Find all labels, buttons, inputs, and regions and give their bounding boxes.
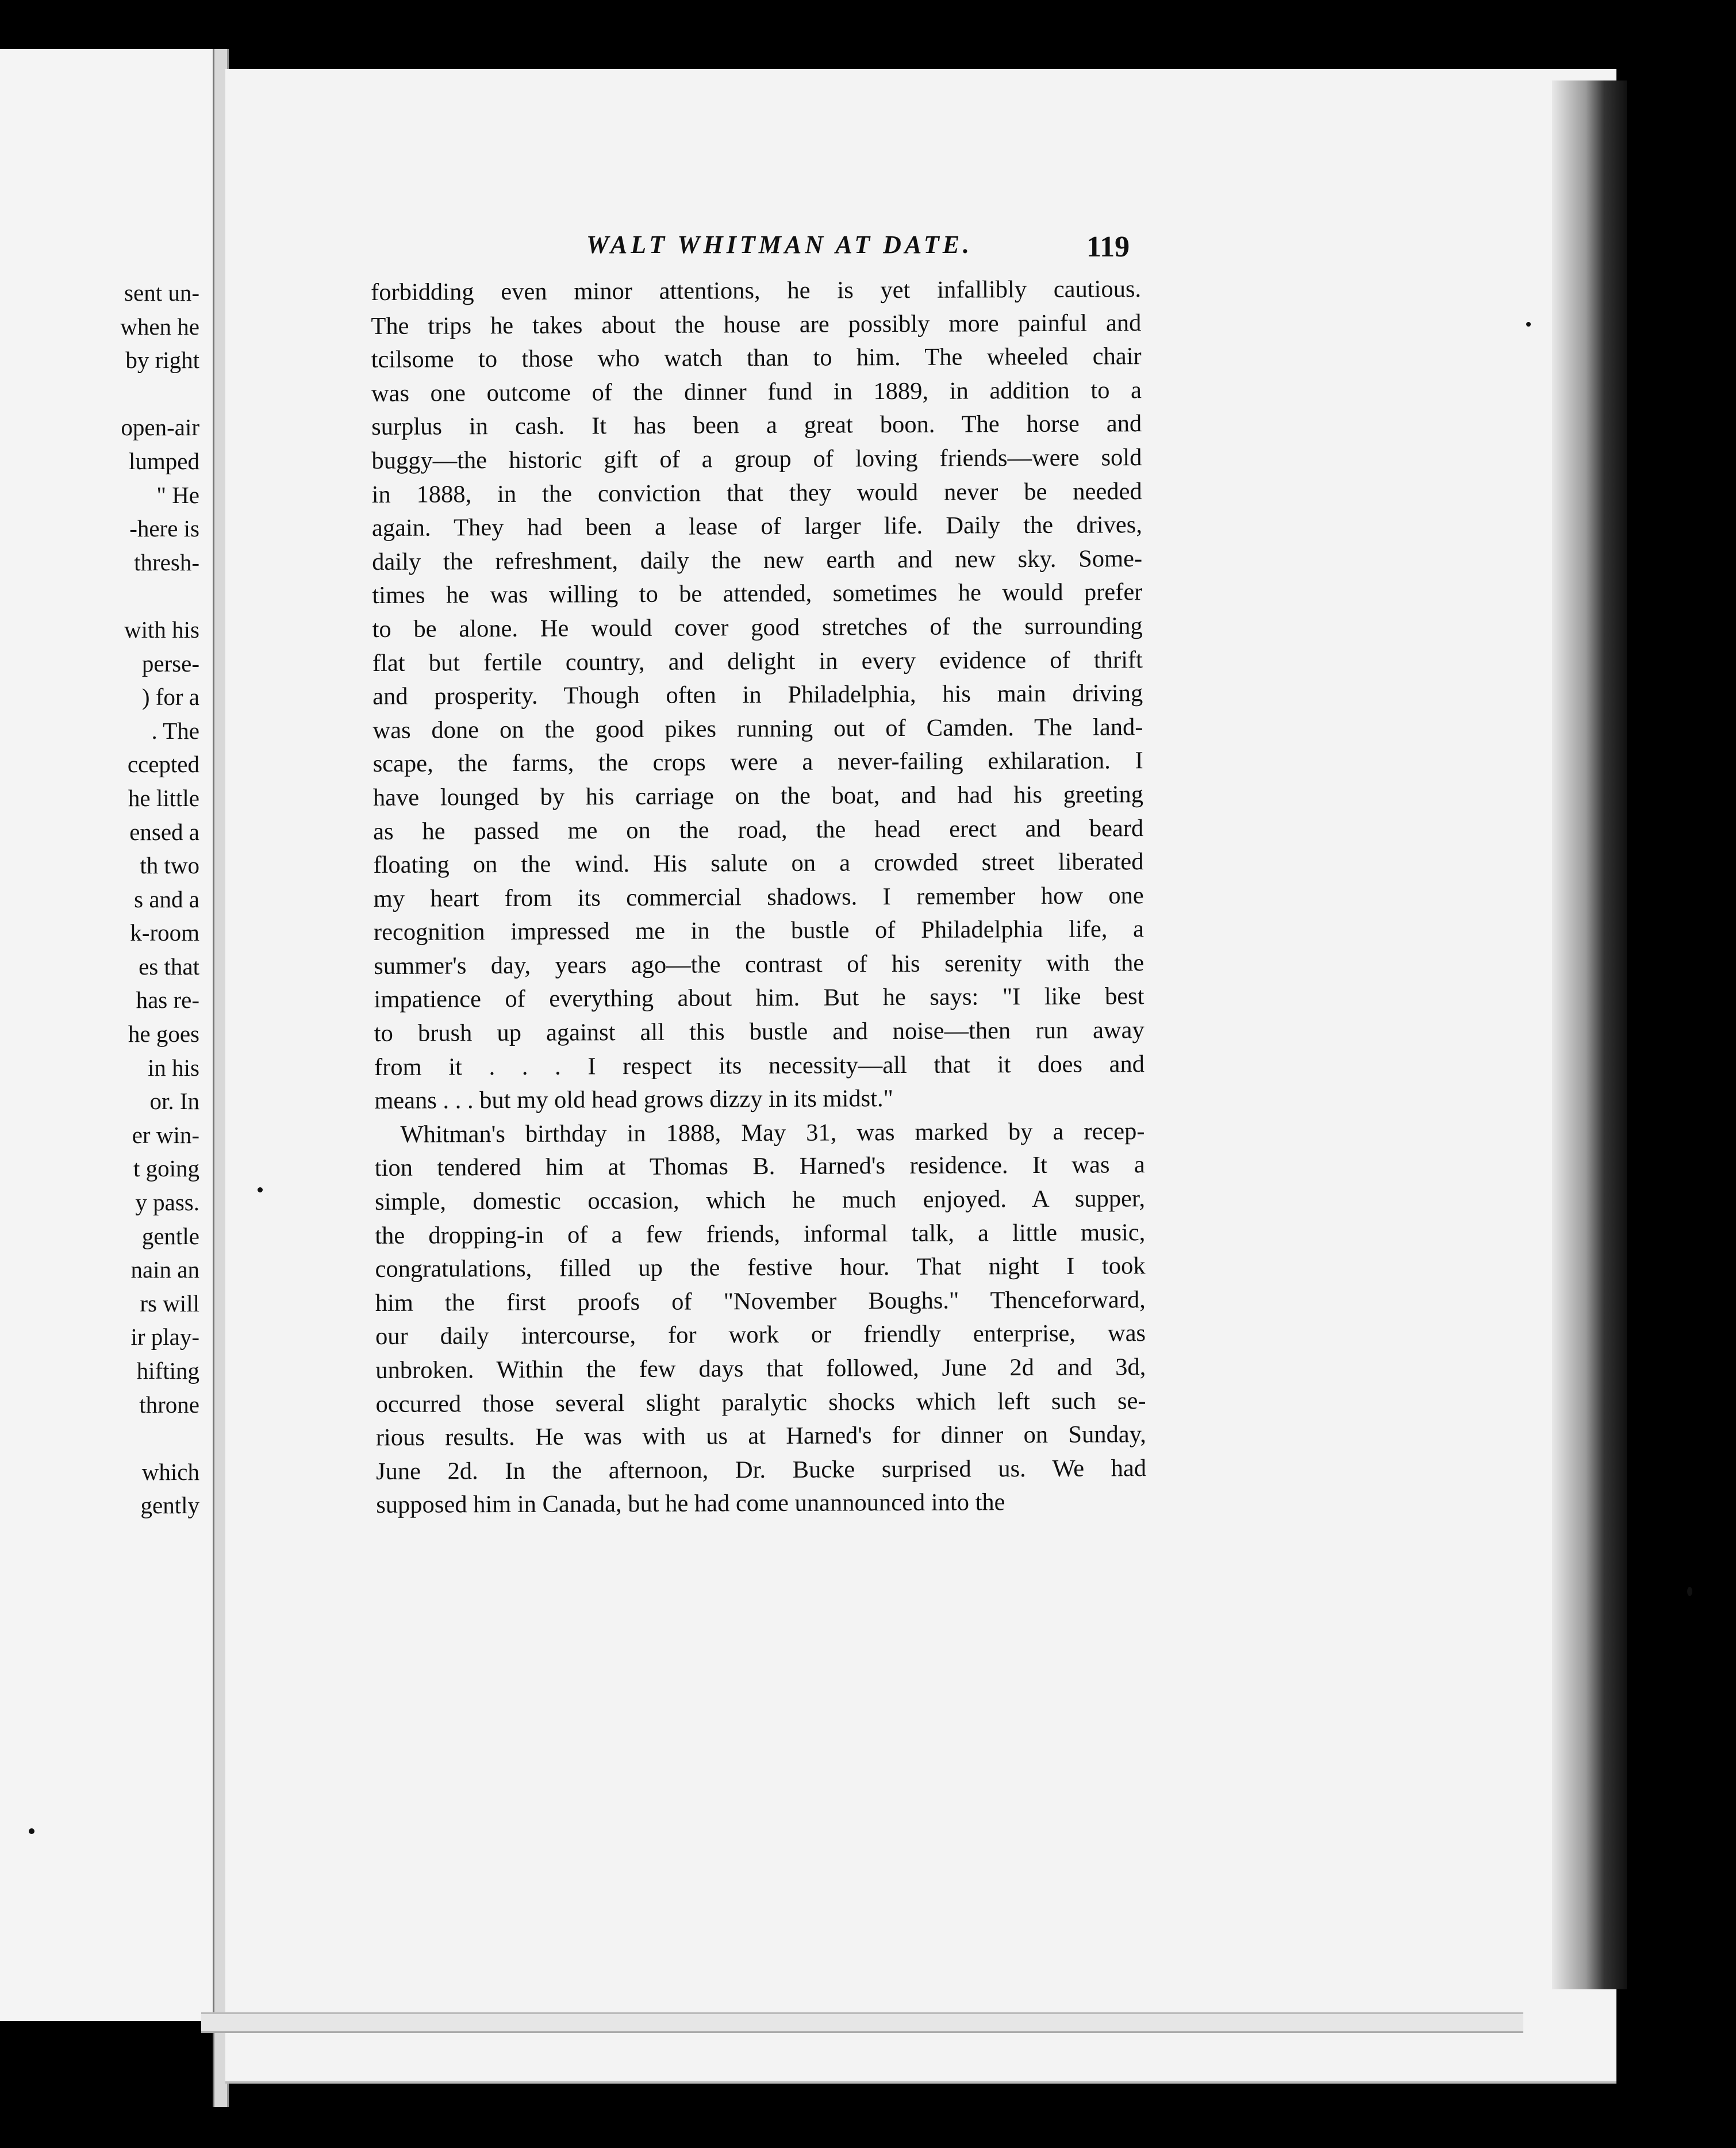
text-line: impatience of everything about him. But he says: "I like best (374, 983, 1144, 1014)
text-line: was done on the good pikes running out of Camden. The land- (372, 713, 1143, 744)
left-text-fragment: lumped (129, 447, 199, 474)
scan-speck (1526, 322, 1531, 327)
text-line: to brush up against all this bustle and noise—then run away (374, 1017, 1144, 1048)
text-line: him the first proofs of "November Boughs." Thenceforward, (375, 1286, 1146, 1317)
left-text-fragment (1, 1421, 199, 1455)
text-line: tion tendered him at Thomas B. Harned's residence. It was a (374, 1151, 1145, 1182)
text-line: in 1888, in the conviction that they would never be needed (371, 477, 1142, 508)
text-line: again. They had been a lease of larger life. Daily the drives, (371, 511, 1143, 542)
left-text-fragment: which (141, 1458, 199, 1485)
text-line: and prosperity. Though often in Philadelphia, his main driving (372, 680, 1143, 711)
text-line: forbidding even minor attentions, he is yet infallibly cautious. (371, 275, 1142, 306)
left-text-fragment: throne (139, 1391, 199, 1418)
scan-speck (258, 1187, 263, 1192)
left-text-fragment (1, 377, 199, 411)
text-line: rious results. He was with us at Harned's for dinner on Sunday, (375, 1421, 1146, 1452)
text-line: Whitman's birthday in 1888, May 31, was marked by a recep- (400, 1117, 1145, 1148)
text-line: summer's day, years ago—the contrast of his serenity with the (374, 949, 1144, 980)
left-text-fragment: ) for a (141, 684, 199, 711)
text-line: daily the refreshment, daily the new earth and new sky. Some- (372, 544, 1143, 576)
text-line: recognition impressed me in the bustle of Philadelphia life, a (373, 915, 1144, 946)
left-text-fragment: es that (139, 953, 199, 980)
text-line: scape, the farms, the crops were a never-failing exhilaration. I (372, 747, 1143, 778)
left-text-fragment: t going (133, 1155, 199, 1182)
left-text-fragment: ir play- (130, 1324, 199, 1351)
page-fore-edge (1552, 80, 1627, 1989)
left-text-fragment: in his (148, 1054, 199, 1081)
left-text-fragment: " He (156, 481, 199, 508)
text-line: to be alone. He would cover good stretches of the surrounding (372, 612, 1143, 643)
left-text-fragment: . The (151, 717, 199, 744)
text-line: occurred those several slight paralytic shocks which left such se- (375, 1387, 1146, 1418)
scan-speck (1687, 1587, 1692, 1596)
text-line: means . . . but my old head grows dizzy in its midst." (374, 1085, 894, 1115)
left-page-text-fragments (1, 276, 199, 1522)
left-text-fragment: k-room (130, 919, 199, 946)
left-text-fragment (1, 579, 199, 613)
text-line: surplus in cash. It has been a great boon. The horse and (371, 410, 1142, 441)
left-text-fragment: ccepted (127, 751, 199, 778)
left-text-fragment: th two (140, 852, 199, 879)
text-line: have lounged by his carriage on the boat, and had his greeting (372, 781, 1144, 811)
text-line: the dropping-in of a few friends, informal talk, a little music, (375, 1218, 1146, 1249)
text-line: flat but fertile country, and delight in every evidence of thrift (372, 646, 1143, 677)
left-text-fragment: hifting (136, 1357, 199, 1384)
text-line: my heart from its commercial shadows. I remember how one (373, 881, 1144, 912)
text-line: unbroken. Within the few days that followed, June 2d and 3d, (375, 1353, 1146, 1384)
left-facing-page (0, 49, 216, 2021)
left-text-fragment: he little (128, 784, 199, 811)
left-text-fragment: thresh- (134, 548, 199, 576)
text-line: The trips he takes about the house are possibly more painful and (371, 309, 1142, 340)
text-line: supposed him in Canada, but he had come unannounced into the (376, 1489, 1005, 1519)
left-text-fragment: nain an (130, 1256, 199, 1283)
text-line: floating on the wind. His salute on a crowded street liberated (373, 848, 1144, 879)
page-bottom-edge (201, 2012, 1523, 2033)
left-text-fragment: open-air (121, 414, 199, 441)
text-line: was one outcome of the dinner fund in 1889, in addition to a (371, 376, 1142, 407)
left-text-fragment: when he (120, 313, 199, 340)
text-line: June 2d. In the afternoon, Dr. Bucke surprised us. We had (375, 1454, 1147, 1485)
left-text-fragment: or. In (149, 1088, 199, 1115)
body-text (371, 273, 1146, 1522)
left-text-fragment: -here is (129, 515, 199, 542)
text-line: buggy—the historic gift of a group of loving friends—were sold (371, 444, 1142, 474)
left-text-fragment: gently (140, 1492, 199, 1519)
text-line: as he passed me on the road, the head erect and beard (373, 814, 1144, 845)
left-text-fragment: by right (125, 347, 199, 374)
page-number: 119 (1086, 231, 1130, 263)
left-text-fragment: gentle (141, 1222, 199, 1249)
text-line: congratulations, filled up the festive hour. That night I took (375, 1252, 1146, 1283)
left-text-fragment: er win- (132, 1121, 199, 1148)
text-line: simple, domestic occasion, which he much enjoyed. A supper, (374, 1185, 1146, 1216)
text-line: our daily intercourse, for work or friendly enterprise, was (375, 1320, 1146, 1351)
running-head: WALT WHITMAN AT DATE. (586, 231, 973, 259)
text-line: tcilsome to those who watch than to him. The wheeled chair (371, 343, 1142, 374)
text-line: times he was willing to be attended, sometimes he would prefer (372, 578, 1143, 609)
scan-speck (29, 1828, 34, 1834)
left-text-fragment: sent un- (124, 279, 199, 306)
left-text-fragment: has re- (136, 987, 199, 1014)
left-text-fragment: rs will (140, 1290, 199, 1317)
left-text-fragment: he goes (128, 1021, 199, 1048)
left-text-fragment: with his (124, 616, 199, 643)
text-line: from it . . . I respect its necessity—all that it does and (374, 1050, 1145, 1081)
left-text-fragment: ensed a (129, 818, 199, 845)
left-text-fragment: y pass. (135, 1189, 199, 1216)
left-text-fragment: perse- (141, 650, 199, 677)
left-text-fragment: s and a (134, 885, 199, 912)
